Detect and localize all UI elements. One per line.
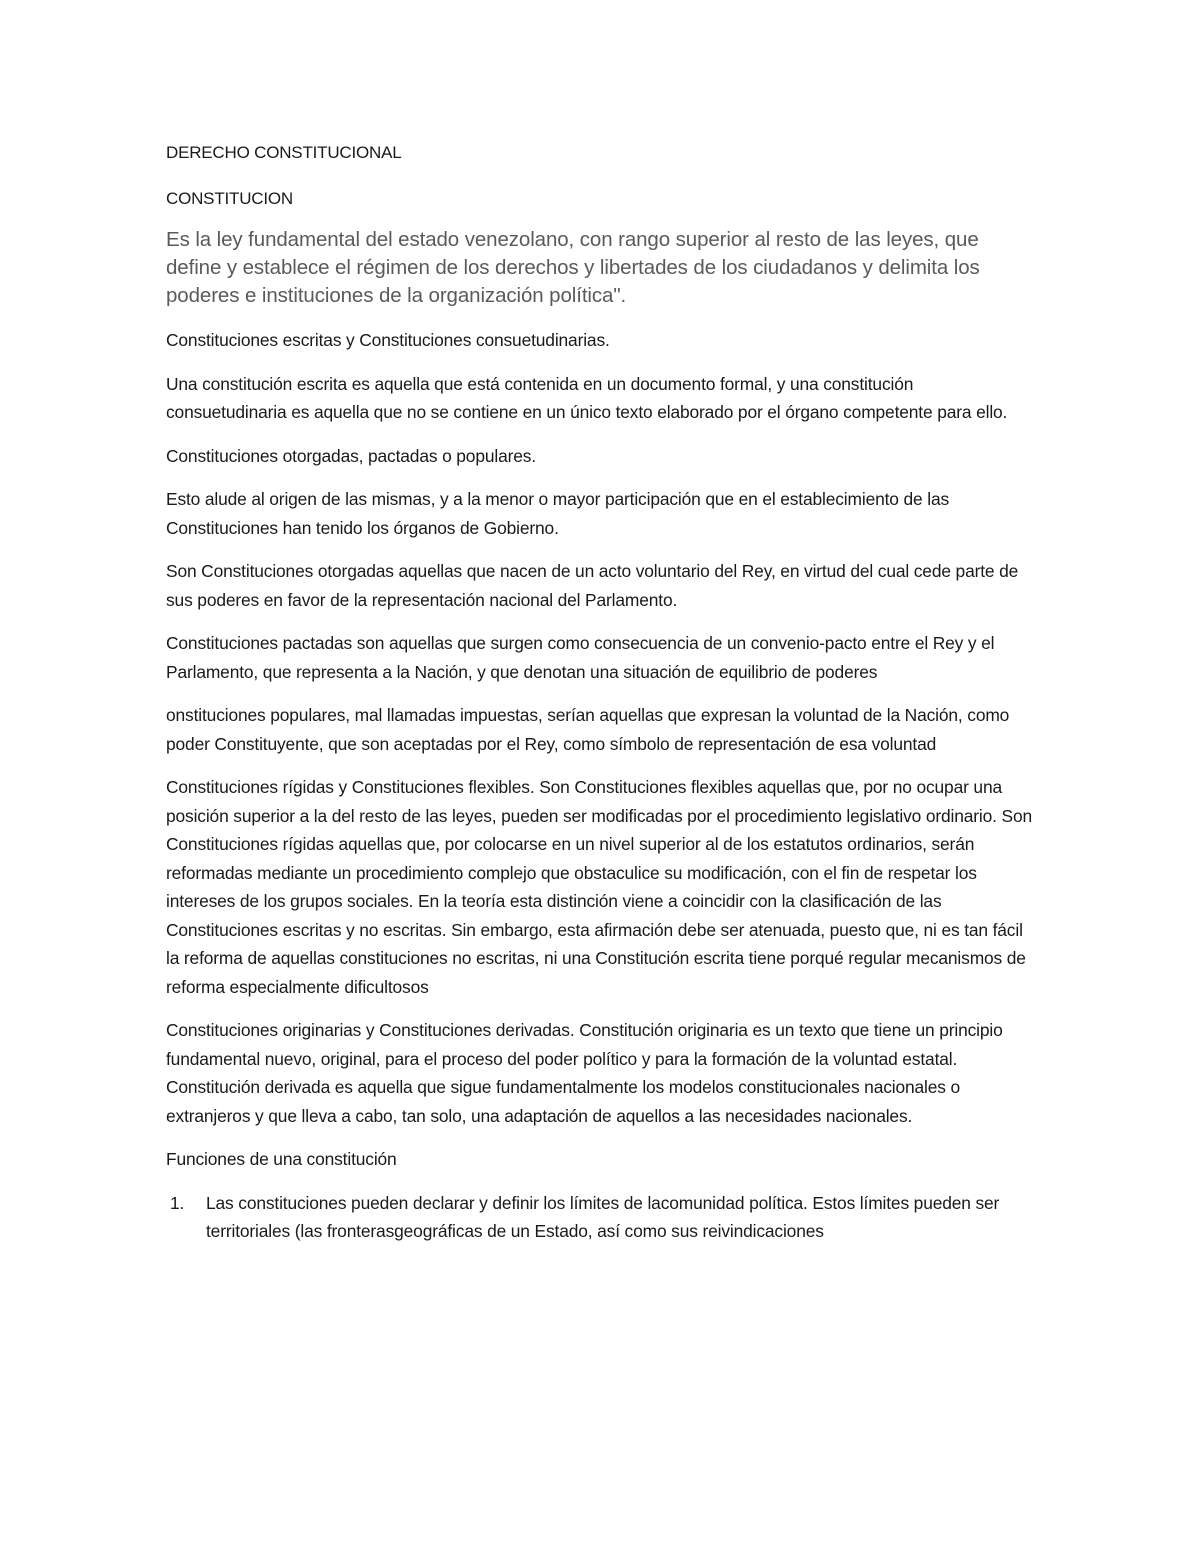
paragraph: Constituciones pactadas son aquellas que surgen como consecuencia de un convenio-pacto entre el Rey y el Parlamento, que representa a la Nación, y que denotan una situación de equilibrio de poderes — [166, 633, 995, 682]
paragraph: Una constitución escrita es aquella que está contenida en un documento formal, y una constitución consuetudinaria es aquella que no se contiene en un único texto elaborado por el órgano competente para ello. — [166, 373, 1008, 422]
document-subtitle: CONSTITUCION — [166, 189, 293, 208]
functions-list — [166, 1189, 1036, 1246]
paragraph: onstituciones populares, mal llamadas impuestas, serían aquellas que expresan la voluntad de la Nación, como poder Constituyente, que son aceptadas por el Rey, como símbolo de representación de esa voluntad — [166, 705, 1010, 754]
list-item — [166, 1189, 1036, 1246]
paragraph: Son Constituciones otorgadas aquellas que nacen de un acto voluntario del Rey, en virtud del cual cede parte de sus poderes en favor de la representación nacional del Parlamento. — [166, 561, 1019, 610]
list-item-text: Las constituciones pueden declarar y definir los límites de lacomunidad política. Estos límites pueden ser territoriales (las fronterasgeográficas de un Estado, así como sus reivindicaciones — [206, 1192, 1000, 1241]
paragraph: Esto alude al origen de las mismas, y a la menor o mayor participación que en el establecimiento de las Constituciones han tenido los órganos de Gobierno. — [166, 489, 950, 538]
list-item-number: 1. — [170, 1192, 185, 1213]
paragraph: Constituciones rígidas y Constituciones flexibles. Son Constituciones flexibles aquellas que, por no ocupar una posición superior a la del resto de las leyes, pueden ser modificadas por el procedimiento legislativo ordinario. Son Constituciones rígidas aquellas que, por colocarse en un nivel superior al de los estatutos ordinarios, serán reformadas mediante un procedimiento complejo que obstaculice su modificación, con el fin de respetar los intereses de los grupos sociales. En la teoría esta distinción viene a coincidir con la clasificación de las Constituciones escritas y no escritas. Sin embargo, esta afirmación debe ser atenuada, puesto que, ni es tan fácil la reforma de aquellas constituciones no escritas, ni una Constitución escrita tiene porqué regular mecanismos de reforma especialmente dificultosos — [166, 777, 1033, 997]
document-title: DERECHO CONSTITUCIONAL — [166, 143, 402, 162]
paragraph: Constituciones escritas y Constituciones consuetudinarias. — [166, 330, 610, 350]
section-heading: Funciones de una constitución — [166, 1149, 397, 1169]
document-body — [166, 140, 1036, 1246]
paragraph: Constituciones otorgadas, pactadas o populares. — [166, 445, 536, 466]
paragraph: Constituciones originarias y Constituciones derivadas. Constitución originaria es un texto que tiene un principio fundamental nuevo, original, para el proceso del poder político y para la formación de la voluntad estatal. Constitución derivada es aquella que sigue fundamentalmente los modelos constitucionales nacionales o extranjeros y que lleva a cabo, tan solo, una adaptación de aquellos a las necesidades nacionales. — [166, 1020, 1003, 1126]
definition-quote: Es la ley fundamental del estado venezolano, con rango superior al resto de las leyes, que define y establece el régimen de los derechos y libertades de los ciudadanos y delimita los poderes e instituciones de la organización política". — [166, 228, 980, 307]
